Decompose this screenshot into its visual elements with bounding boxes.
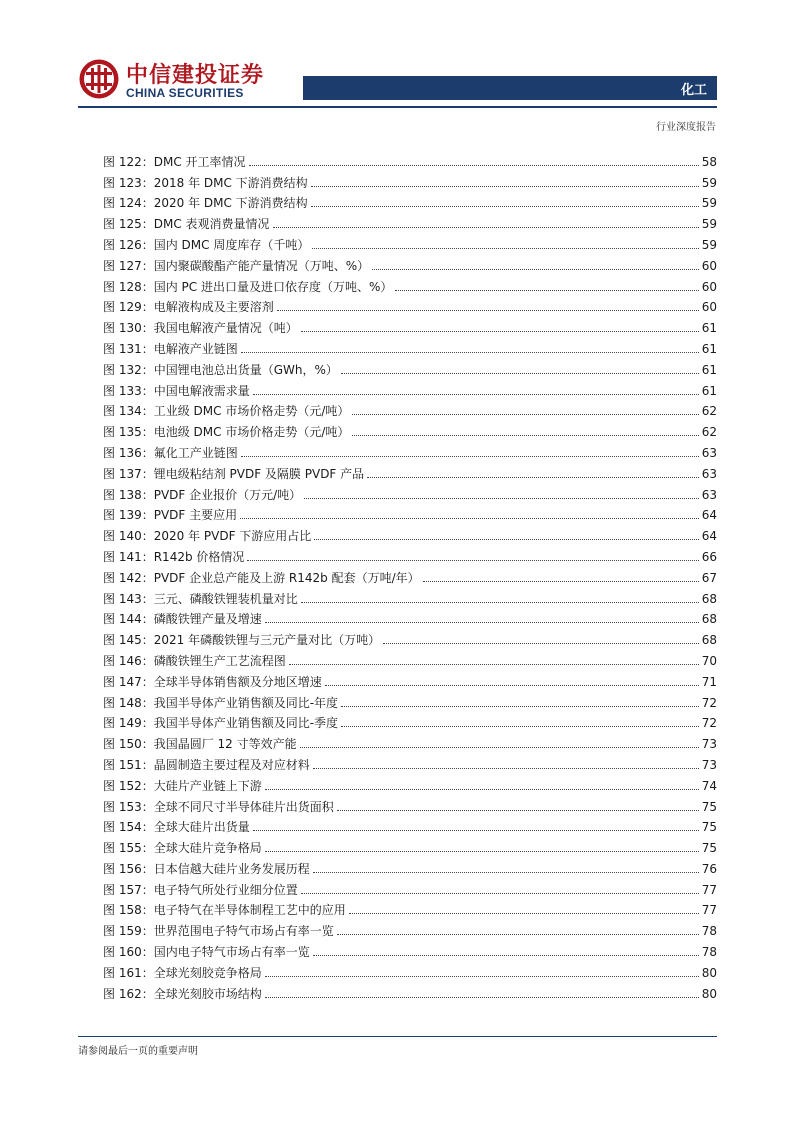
dot-leader [304,497,699,499]
toc-entry-page: 63 [701,445,717,460]
toc-entry[interactable] [103,190,717,211]
dot-leader [352,434,698,436]
dot-leader [277,309,699,311]
toc-entry-page: 68 [701,591,717,606]
toc-entry-page: 77 [701,882,717,897]
dot-leader [273,226,699,228]
dot-leader [337,933,699,935]
toc-entry[interactable] [103,294,717,315]
toc-entry[interactable] [103,418,717,439]
dot-leader [301,892,699,894]
dot-leader [301,601,699,603]
dot-leader [395,289,698,291]
toc-entry-title: 图 133：中国电解液需求量 [103,383,250,398]
dot-leader [313,767,699,769]
toc-entry-page: 68 [701,633,717,648]
toc-entry-title: 图 130：我国电解液产量情况（吨） [103,321,298,336]
footer-divider [78,1036,717,1037]
toc-entry[interactable] [103,959,717,980]
toc-entry-page: 61 [701,362,717,377]
toc-entry-title: 图 127：国内聚碳酸酯产能产量情况（万吨、%） [103,258,370,273]
toc-entry-page: 74 [701,778,717,793]
dot-leader [341,372,699,374]
toc-entry-page: 60 [701,258,717,273]
toc-entry[interactable] [103,335,717,356]
dot-leader [352,413,698,415]
toc-entry[interactable] [103,564,717,585]
toc-entry-page: 59 [701,237,717,252]
toc-entry-page: 68 [701,612,717,627]
toc-entry-page: 73 [701,757,717,772]
toc-entry-page: 62 [701,425,717,440]
toc-entry[interactable] [103,231,717,252]
toc-entry-title: 图 161：全球光刻胶竞争格局 [103,965,262,980]
toc-entry[interactable] [103,980,717,1001]
toc-entry-title: 图 135：电池级 DMC 市场价格走势（元/吨） [103,425,350,440]
toc-entry-page: 61 [701,341,717,356]
toc-entry-page: 59 [701,175,717,190]
toc-entry-title: 图 136：氟化工产业链图 [103,445,238,460]
toc-entry[interactable] [103,793,717,814]
toc-entry-page: 63 [701,487,717,502]
dot-leader [247,559,698,561]
toc-entry-page: 59 [701,196,717,211]
toc-entry-page: 61 [701,321,717,336]
page-header [0,0,793,140]
toc-entry[interactable] [103,730,717,751]
toc-entry-page: 80 [701,986,717,1001]
toc-entry[interactable] [103,210,717,231]
toc-entry[interactable] [103,522,717,543]
dot-leader [325,684,699,686]
report-type: 行业深度报告 [656,122,716,133]
toc-entry[interactable] [103,668,717,689]
toc-entry-title: 图 156：日本信越大硅片业务发展历程 [103,861,310,876]
dot-leader [249,164,699,166]
toc-entry[interactable] [103,439,717,460]
toc-entry[interactable] [103,273,717,294]
toc-entry[interactable] [103,543,717,564]
toc-entry-title: 图 134：工业级 DMC 市场价格走势（元/吨） [103,404,350,419]
toc-entry-title: 图 150：我国晶圆厂 12 寸等效产能 [103,737,297,752]
toc-entry-title: 图 137：锂电级粘结剂 PVDF 及隔膜 PVDF 产品 [103,466,365,481]
toc-entry[interactable] [103,460,717,481]
toc-entry-page: 72 [701,695,717,710]
toc-entry-title: 图 131：电解液产业链图 [103,341,238,356]
toc-entry[interactable] [103,834,717,855]
toc-entry[interactable] [103,917,717,938]
toc-entry-title: 图 132：中国锂电池总出货量（GWh，%） [103,362,338,377]
toc-entry-title: 图 162：全球光刻胶市场结构 [103,986,262,1001]
header-divider [78,106,717,108]
toc-entry-page: 66 [701,549,717,564]
toc-entry[interactable] [103,252,717,273]
toc-entry-page: 77 [701,903,717,918]
dot-leader [313,954,699,956]
dot-leader [383,642,699,644]
toc-entry-page: 75 [701,820,717,835]
toc-entry-title: 图 155：全球大硅片竞争格局 [103,841,262,856]
toc-entry-title: 图 124：2020 年 DMC 下游消费结构 [103,196,308,211]
toc-entry-title: 图 144：磷酸铁锂产量及增速 [103,612,262,627]
toc-entry[interactable] [103,377,717,398]
toc-entry-page: 61 [701,383,717,398]
toc-entry-title: 图 123：2018 年 DMC 下游消费结构 [103,175,308,190]
toc-entry-title: 图 158：电子特气在半导体制程工艺中的应用 [103,903,346,918]
toc-entry-title: 图 157：电子特气所处行业细分位置 [103,882,298,897]
toc-entry[interactable] [103,606,717,627]
toc-entry-title: 图 140：2020 年 PVDF 下游应用占比 [103,529,312,544]
toc-entry-page: 59 [701,217,717,232]
toc-entry-page: 60 [701,279,717,294]
toc-entry-page: 76 [701,861,717,876]
toc-entry-title: 图 126：国内 DMC 周度库存（千吨） [103,237,310,252]
dot-leader [301,330,699,332]
toc-entry-title: 图 141：R142b 价格情况 [103,549,245,564]
sector-banner [303,76,717,100]
dot-leader [265,996,699,998]
toc-entry-title: 图 145：2021 年磷酸铁锂与三元产量对比（万吨） [103,633,381,648]
toc-entry-page: 58 [701,154,717,169]
toc-entry[interactable] [103,502,717,523]
toc-entry-title: 图 151：晶圆制造主要过程及对应材料 [103,757,310,772]
toc-entry-page: 75 [701,841,717,856]
dot-leader [349,912,699,914]
toc-entry-title: 图 125：DMC 表观消费量情况 [103,217,270,232]
toc-entry-page: 62 [701,404,717,419]
toc-entry-title: 图 139：PVDF 主要应用 [103,508,238,523]
toc-entry-title: 图 148：我国半导体产业销售额及同比-年度 [103,695,339,710]
toc-entry-page: 71 [701,674,717,689]
dot-leader [253,829,699,831]
toc-entry[interactable] [103,626,717,647]
toc-entry[interactable] [103,314,717,335]
toc-entry[interactable] [103,585,717,606]
toc-entry-page: 67 [701,570,717,585]
toc-entry-title: 图 122：DMC 开工率情况 [103,154,246,169]
toc-entry[interactable] [103,647,717,668]
toc-entry-title: 图 147：全球半导体销售额及分地区增速 [103,674,322,689]
dot-leader [241,351,699,353]
toc-entry[interactable] [103,356,717,377]
toc-entry-page: 78 [701,945,717,960]
dot-leader [314,538,698,540]
dot-leader [265,621,699,623]
dot-leader [372,268,699,270]
toc-entry[interactable] [103,710,717,731]
toc-entry[interactable] [103,689,717,710]
dot-leader [265,788,699,790]
toc-entry-page: 73 [701,737,717,752]
dot-leader [311,205,699,207]
dot-leader [423,580,699,582]
toc-entry[interactable] [103,938,717,959]
brand-name-cn: 中信建投证券 [126,63,265,88]
dot-leader [300,746,699,748]
toc-entry-title: 图 160：国内电子特气市场占有率一览 [103,945,310,960]
dot-leader [367,476,699,478]
dot-leader [312,247,698,249]
toc-entry[interactable] [103,876,717,897]
dot-leader [265,850,699,852]
dot-leader [265,975,699,977]
toc-entry-title: 图 153：全球不同尺寸半导体硅片出货面积 [103,799,334,814]
toc-entry-page: 78 [701,924,717,939]
toc-entry-title: 图 142：PVDF 企业总产能及上游 R142b 配套（万吨/年） [103,570,420,585]
toc-entry-page: 70 [701,653,717,668]
dot-leader [341,705,699,707]
dot-leader [253,393,699,395]
toc-entry-page: 60 [701,300,717,315]
footer-disclaimer: 请参阅最后一页的重要声明 [78,1046,198,1057]
toc-entry-title: 图 154：全球大硅片出货量 [103,820,250,835]
brand-name-en: CHINA SECURITIES [126,86,244,100]
dot-leader [241,455,699,457]
toc-entry-title: 图 152：大硅片产业链上下游 [103,778,262,793]
toc-entry-title: 图 143：三元、磷酸铁锂装机量对比 [103,591,298,606]
figure-list [103,148,717,1001]
toc-entry-page: 80 [701,965,717,980]
dot-leader [240,517,699,519]
toc-entry[interactable] [103,897,717,918]
sector-label: 化工 [680,83,707,98]
toc-entry[interactable] [103,814,717,835]
toc-entry[interactable] [103,855,717,876]
toc-entry-title: 图 138：PVDF 企业报价（万元/吨） [103,487,302,502]
toc-entry-page: 64 [701,508,717,523]
toc-entry[interactable] [103,772,717,793]
toc-entry[interactable] [103,148,717,169]
dot-leader [337,809,699,811]
toc-entry-page: 64 [701,529,717,544]
toc-entry[interactable] [103,169,717,190]
toc-entry-page: 72 [701,716,717,731]
toc-entry[interactable] [103,751,717,772]
toc-entry-page: 75 [701,799,717,814]
toc-entry-title: 图 149：我国半导体产业销售额及同比-季度 [103,716,339,731]
dot-leader [341,725,699,727]
china-securities-logo-icon [78,58,120,100]
dot-leader [289,663,699,665]
toc-entry[interactable] [103,398,717,419]
dot-leader [313,871,699,873]
dot-leader [311,185,699,187]
toc-entry[interactable] [103,481,717,502]
toc-entry-title: 图 146：磷酸铁锂生产工艺流程图 [103,653,286,668]
toc-entry-title: 图 128：国内 PC 进出口量及进口依存度（万吨、%） [103,279,393,294]
toc-entry-title: 图 129：电解液构成及主要溶剂 [103,300,274,315]
toc-entry-page: 63 [701,466,717,481]
toc-entry-title: 图 159：世界范围电子特气市场占有率一览 [103,924,334,939]
